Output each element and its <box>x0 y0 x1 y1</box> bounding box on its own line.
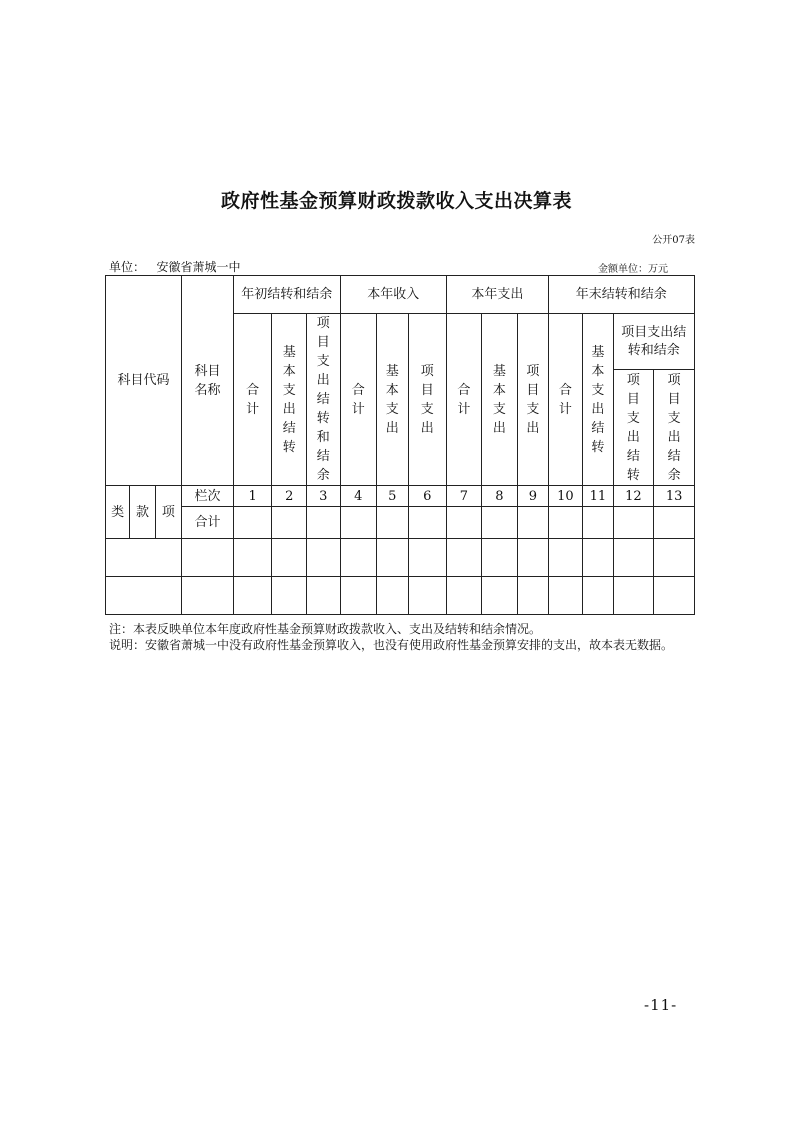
column-number: 1 <box>233 486 272 507</box>
column-number: 13 <box>654 486 695 507</box>
table-cell <box>408 577 447 615</box>
header-opening-project: 项目支出结转和结余 <box>307 314 341 486</box>
table-cell <box>233 507 272 539</box>
table-cell <box>408 507 447 539</box>
header-column-seq: 栏次 <box>182 486 234 507</box>
header-current-expense: 本年支出 <box>447 276 549 314</box>
final-accounts-table <box>105 275 695 615</box>
table-cell <box>272 507 307 539</box>
header-subject-name: 科目名称 <box>182 276 234 486</box>
unit-name: 安徽省萧城一中 <box>156 260 241 274</box>
table-cell <box>377 507 408 539</box>
table-cell <box>340 539 377 577</box>
table-cell <box>613 539 654 577</box>
table-cell <box>518 507 548 539</box>
header-expense-total: 合计 <box>447 314 482 486</box>
header-closing-project-group: 项目支出结转和结余 <box>613 314 694 370</box>
amount-unit: 金额单位：万元 <box>598 264 668 275</box>
header-opening-total: 合计 <box>233 314 272 486</box>
table-cell <box>307 507 341 539</box>
column-number: 6 <box>408 486 447 507</box>
form-number: 公开07表 <box>652 235 695 246</box>
column-number: 7 <box>447 486 482 507</box>
table-cell <box>548 577 583 615</box>
header-lei: 类 <box>106 486 130 539</box>
table-cell <box>272 539 307 577</box>
table-cell <box>272 577 307 615</box>
table-cell <box>408 539 447 577</box>
column-number: 12 <box>613 486 654 507</box>
table-cell <box>182 539 234 577</box>
table-cell <box>481 507 518 539</box>
table-cell <box>447 539 482 577</box>
table-cell <box>447 577 482 615</box>
table-cell <box>548 507 583 539</box>
page-number: -11- <box>644 996 678 1014</box>
column-number: 4 <box>340 486 377 507</box>
table-cell <box>377 577 408 615</box>
row-total-label: 合计 <box>182 507 234 539</box>
header-kuan: 款 <box>130 486 155 539</box>
header-opening-basic: 基本支出结转 <box>272 314 307 486</box>
table-cell <box>481 539 518 577</box>
header-subject-code: 科目代码 <box>106 276 182 486</box>
header-closing-basic: 基本支出结转 <box>583 314 613 486</box>
unit-line <box>109 258 240 275</box>
table-cell <box>340 507 377 539</box>
table-row <box>106 539 695 577</box>
footnote: 注：本表反映单位本年度政府性基金预算财政拨款收入、支出及结转和结余情况。 <box>109 622 542 636</box>
header-income-basic: 基本支出 <box>377 314 408 486</box>
column-number: 8 <box>481 486 518 507</box>
table-cell <box>654 577 695 615</box>
header-closing-project-surplus: 项目支出结余 <box>654 370 695 486</box>
header-income-total: 合计 <box>340 314 377 486</box>
column-number: 2 <box>272 486 307 507</box>
header-current-income: 本年收入 <box>340 276 447 314</box>
table-row <box>106 577 695 615</box>
explanation: 说明：安徽省萧城一中没有政府性基金预算收入，也没有使用政府性基金预算安排的支出，故本表无数据。 <box>109 638 674 652</box>
table-cell <box>307 577 341 615</box>
table-cell <box>654 507 695 539</box>
table-cell <box>583 577 613 615</box>
header-income-project: 项目支出 <box>408 314 447 486</box>
table-cell <box>583 539 613 577</box>
table-cell <box>182 577 234 615</box>
table-cell <box>307 539 341 577</box>
table-cell <box>106 577 182 615</box>
column-number: 3 <box>307 486 341 507</box>
header-closing-balance: 年末结转和结余 <box>548 276 694 314</box>
table-cell <box>447 507 482 539</box>
table-cell <box>377 539 408 577</box>
unit-label: 单位： <box>109 260 146 274</box>
table-cell <box>654 539 695 577</box>
page-title: 政府性基金预算财政拨款收入支出决算表 <box>220 190 572 212</box>
table-cell <box>481 577 518 615</box>
table-cell <box>613 577 654 615</box>
table-cell <box>518 577 548 615</box>
column-number: 5 <box>377 486 408 507</box>
header-expense-basic: 基本支出 <box>481 314 518 486</box>
column-number: 9 <box>518 486 548 507</box>
table-row-total <box>106 507 695 539</box>
header-opening-balance: 年初结转和结余 <box>233 276 340 314</box>
header-closing-total: 合计 <box>548 314 583 486</box>
table-cell <box>613 507 654 539</box>
table-cell <box>583 507 613 539</box>
column-number: 10 <box>548 486 583 507</box>
table-cell <box>340 577 377 615</box>
table-cell <box>518 539 548 577</box>
table-cell <box>106 539 182 577</box>
header-expense-project: 项目支出 <box>518 314 548 486</box>
table-cell <box>233 539 272 577</box>
table-cell <box>233 577 272 615</box>
column-number: 11 <box>583 486 613 507</box>
header-xiang: 项 <box>155 486 181 539</box>
header-closing-project-carry: 项目支出结转 <box>613 370 654 486</box>
table-cell <box>548 539 583 577</box>
